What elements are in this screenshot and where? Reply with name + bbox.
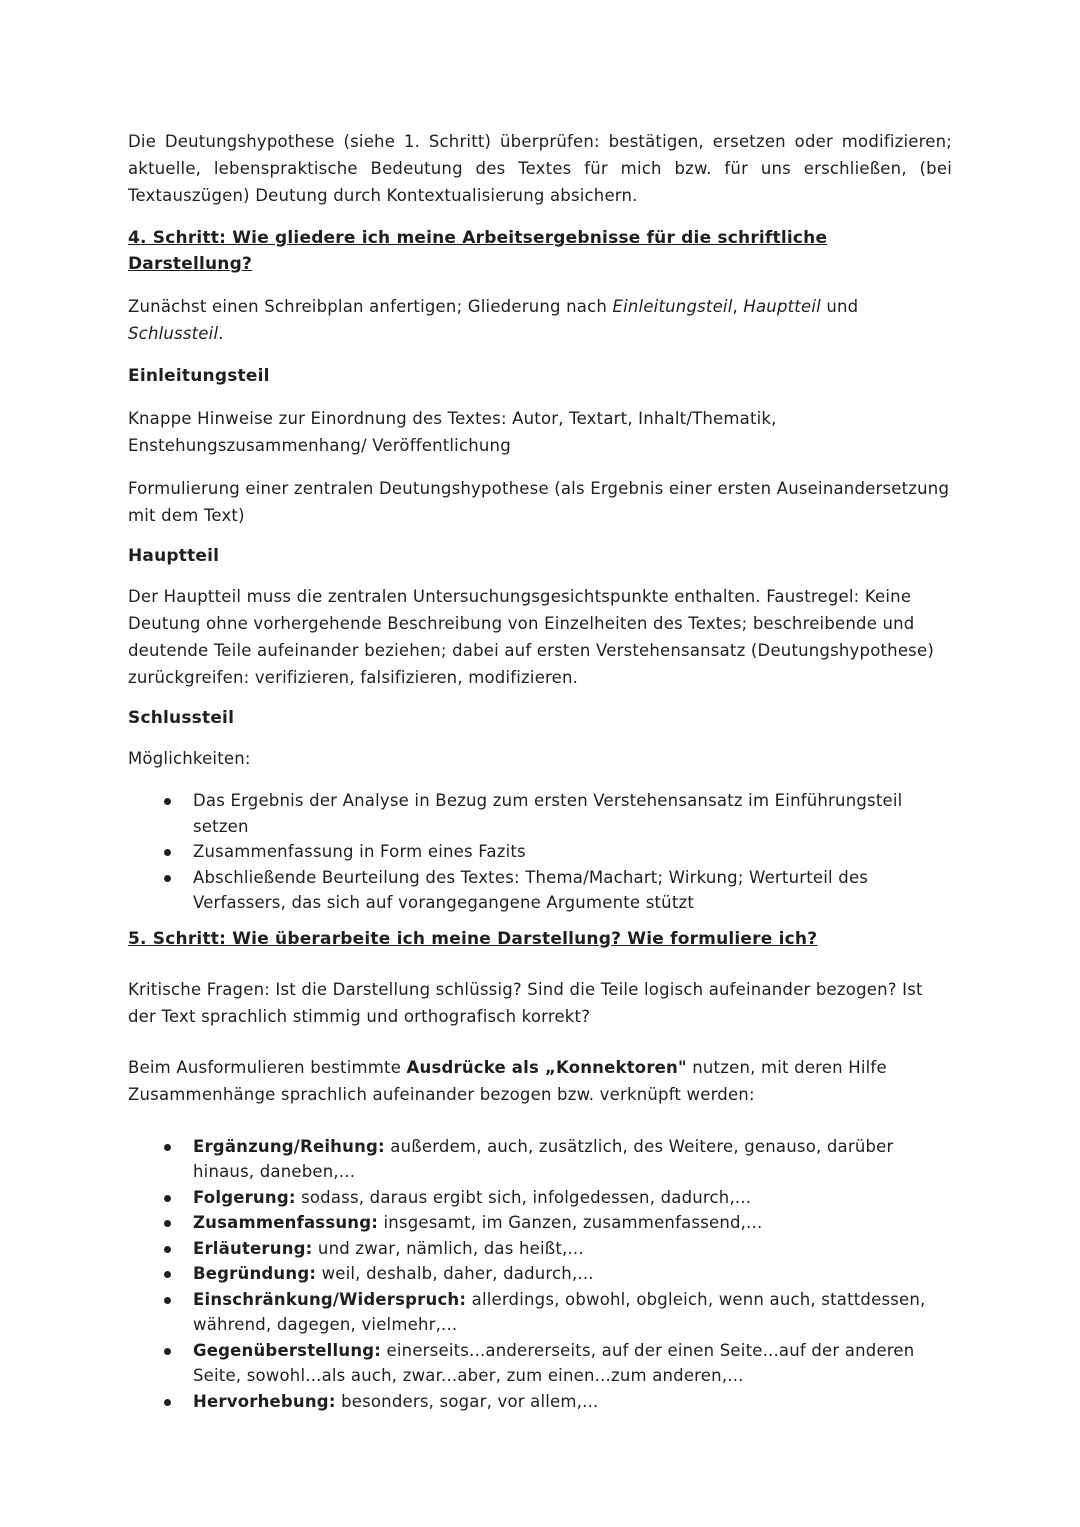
- schluss-list: [128, 788, 952, 916]
- step5-heading: 5. Schritt: Wie überarbeite ich meine Darstellung? Wie formuliere ich?: [128, 928, 818, 949]
- connector-list: [128, 1134, 952, 1415]
- step4-text-d: Hauptteil: [743, 297, 821, 316]
- step5-paragraph-1: Kritische Fragen: Ist die Darstellung schlüssig? Sind die Teile logisch aufeinander bezogen? Ist der Text sprachlich stimmig und orthografisch korrekt?: [128, 979, 923, 1026]
- step5-text-a: Beim Ausformulieren bestimmte: [128, 1057, 407, 1077]
- connector-term: Folgerung:: [193, 1187, 296, 1207]
- connector-item: [128, 1185, 952, 1211]
- step4-text-c: ,: [732, 297, 744, 316]
- connector-text: allerdings, obwohl, obgleich, wenn auch, stattdessen, während, dagegen, vielmehr,...: [193, 1289, 926, 1334]
- step5-text-c: nutzen, mit deren Hilfe Zusammenhänge sprachlich aufeinander bezogen bzw. verknüpft werden:: [128, 1057, 887, 1104]
- connector-item: [128, 1287, 952, 1338]
- einleitung-paragraph-2: Formulierung einer zentralen Deutungshypothese (als Ergebnis einer ersten Auseinandersetzung mit dem Text): [128, 479, 950, 525]
- connector-term: Begründung:: [193, 1264, 317, 1283]
- connector-item: [128, 1261, 952, 1287]
- connector-text: besonders, sogar, vor allem,...: [335, 1391, 599, 1411]
- list-item: Zusammenfassung in Form eines Fazits: [128, 839, 952, 865]
- connector-term: Ergänzung/Reihung:: [193, 1136, 385, 1156]
- connector-text: weil, deshalb, daher, dadurch,...: [316, 1264, 594, 1283]
- schluss-intro: Möglichkeiten:: [128, 749, 251, 768]
- einleitung-title: Einleitungsteil: [128, 366, 270, 386]
- connector-term: Erläuterung:: [193, 1238, 313, 1258]
- step4-text-b: Einleitungsteil: [612, 297, 733, 316]
- list-item: Abschließende Beurteilung des Textes: Thema/Machart; Wirkung; Werturteil des Verfassers, das sich auf vorangegangene Argumente stützt: [128, 865, 952, 916]
- connector-text: und zwar, nämlich, das heißt,...: [312, 1238, 584, 1258]
- connector-term: Hervorhebung:: [193, 1391, 336, 1411]
- hauptteil-paragraph: Der Hauptteil muss die zentralen Untersuchungsgesichtspunkte enthalten. Faustregel: Keine Deutung ohne vorhergehende Beschreibung von Einzelheiten des Textes; beschreibende und deutende Teile aufeinander beziehen; dabei auf ersten Verstehensansatz (Deutungshypothese) zurückgreifen: verifizieren, falsifizieren, modifizieren.: [128, 587, 934, 687]
- intro-paragraph: Die Deutungshypothese (siehe 1. Schritt) überprüfen: bestätigen, ersetzen oder modifizieren; aktuelle, lebenspraktische Bedeutung des Textes für mich bzw. für uns erschließen, (bei Textauszügen) Deutung durch Kontextualisierung absichern.: [128, 132, 952, 205]
- connector-text: insgesamt, im Ganzen, zusammenfassend,...: [378, 1213, 763, 1232]
- list-item: Das Ergebnis der Analyse in Bezug zum ersten Verstehensansatz im Einführungsteil setzen: [128, 788, 952, 839]
- connector-text: einerseits...andererseits, auf der einen Seite...auf der anderen Seite, sowohl...als auch, zwar...aber, zum einen...zum anderen,...: [193, 1340, 915, 1385]
- connector-term: Einschränkung/Widerspruch:: [193, 1289, 467, 1309]
- step4-text-e: und: [820, 297, 859, 316]
- step4-heading: 4. Schritt: Wie gliedere ich meine Arbeitsergebnisse für die schriftliche Darstellung?: [128, 228, 828, 274]
- connector-item: [128, 1134, 952, 1185]
- connector-item: [128, 1338, 952, 1389]
- step4-text-f: Schlussteil: [128, 324, 219, 343]
- step5-text-b: Ausdrücke als „Konnektoren": [406, 1057, 687, 1077]
- connector-term: Zusammenfassung:: [193, 1213, 379, 1232]
- hauptteil-title: Hauptteil: [128, 546, 220, 566]
- step5-paragraph-2: [128, 1054, 952, 1108]
- einleitung-paragraph-1: Knappe Hinweise zur Einordnung des Textes: Autor, Textart, Inhalt/Thematik, Enstehungszusammenhang/ Veröffentlichung: [128, 409, 777, 455]
- step4-text-g: .: [218, 324, 224, 343]
- connector-item: [128, 1236, 952, 1262]
- connector-item: [128, 1210, 952, 1236]
- schluss-title: Schlussteil: [128, 708, 235, 728]
- step4-text-a: Zunächst einen Schreibplan anfertigen; Gliederung nach: [128, 297, 613, 316]
- connector-item: [128, 1389, 952, 1415]
- connector-term: Gegenüberstellung:: [193, 1340, 382, 1360]
- connector-text: sodass, daraus ergibt sich, infolgedessen, dadurch,...: [295, 1187, 752, 1207]
- step4-paragraph: [128, 293, 952, 347]
- connector-text: außerdem, auch, zusätzlich, des Weitere, genauso, darüber hinaus, daneben,...: [193, 1136, 894, 1181]
